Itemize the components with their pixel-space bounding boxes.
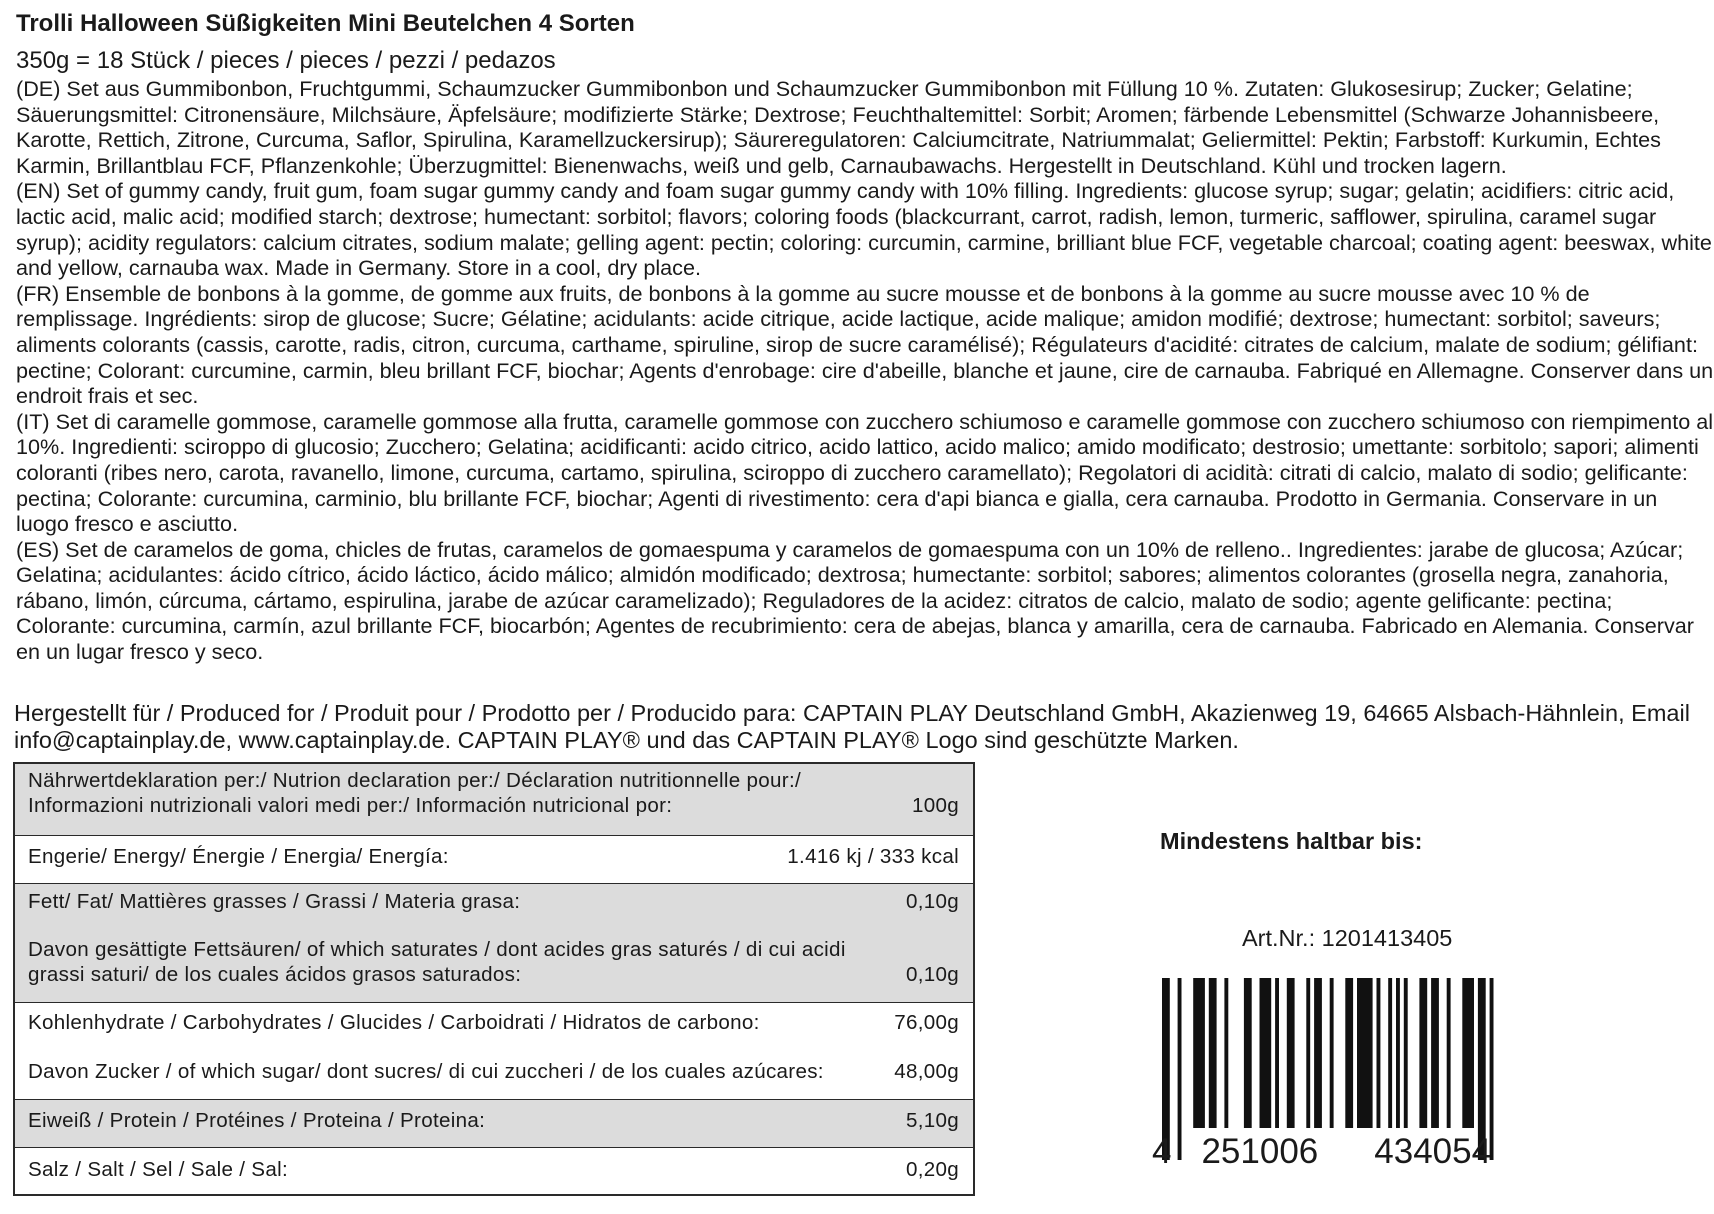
barcode-bar <box>1404 978 1408 1128</box>
package-contents: 350g = 18 Stück / pieces / pieces / pezzi / pedazos <box>16 47 556 74</box>
carbs-value: 76,00g <box>894 1011 959 1034</box>
barcode-bar <box>1275 978 1279 1128</box>
ingredients-es: (ES) Set de caramelos de goma, chicles de frutas, caramelos de gomaespuma y caramelos de gomaespuma con un 10% de relleno.. Ingredientes: jarabe de glucosa; Azúcar; Gelatina; acidulantes: ácido cítrico, ácido láctico, ácido málico; almidón modificado; dextrosa; humectante: sorbitol; sabores; alimentos colorantes (grosella negra, zanahoria, rábano, limón, cúrcuma, cártamo, espirulina, jarabe de azúcar caramelizado); Reguladores de la acidez: citratos de calcio, malato de sodio; agente gelificante: pectina; Colorante: curcumina, carmín, azul brillante FCF, biocarbón; Agentes de recubrimiento: cera de abejas, blanca y amarilla, cera de carnauba. Fabricado en Alemania. Conservar en un lugar fresco y seco. <box>16 536 1694 665</box>
best-before-label: Mindestens haltbar bis: <box>1160 828 1423 854</box>
energy-value: 1.416 kj / 333 kcal <box>787 845 959 868</box>
barcode-bar <box>1193 978 1205 1128</box>
sugar-value: 48,00g <box>894 1060 959 1083</box>
fat-row <box>15 884 973 1003</box>
barcode-bar <box>1260 978 1272 1128</box>
product-title: Trolli Halloween Süßigkeiten Mini Beutelchen 4 Sorten <box>16 10 635 37</box>
saturates-value: 0,10g <box>905 963 959 986</box>
fat-label: Fett/ Fat/ Mattières grasses / Grassi / Materia grasa: <box>28 890 521 913</box>
protein-value: 5,10g <box>905 1109 959 1132</box>
barcode-bar <box>1209 978 1217 1128</box>
carbs-label: Kohlenhydrate / Carbohydrates / Glucides / Carboidrati / Hidratos de carbono: <box>28 1011 760 1034</box>
barcode-bar <box>1447 978 1451 1128</box>
barcode-bar <box>1224 978 1228 1128</box>
ingredients-it: (IT) Set di caramelle gommose, caramelle gommose alla frutta, caramelle gommose con zucchero schiumoso e caramelle gommose con zucchero schiumoso con riempimento al 10%. Ingredienti: sciroppo di glucosio; Zucchero; Gelatina; acidificanti: acido citrico, acido lattico, acido malico; amido modificato; destrosio; umettante: sorbitolo; sapori; alimenti coloranti (ribes nero, carota, ravanello, limone, curcuma, cartamo, spirulina, sciroppo di zucchero caramellato); Regolatori di acidità: citrati di calcio, malato di sodio; gelificante: pectina; Colorante: curcumina, carminio, blu brillante FCF, biochar; Agenti di rivestimento: cera d'api bianca e gialla, cera carnauba. Prodotto in Germania. Conservare in un luogo fresco e asciutto. <box>16 408 1714 537</box>
barcode-bar <box>1462 978 1474 1128</box>
nutrition-header-value: 100g <box>911 794 959 817</box>
article-number: Art.Nr.: 1201413405 <box>1242 925 1453 951</box>
salt-label: Salz / Salt / Sel / Sale / Sal: <box>28 1158 288 1181</box>
salt-row <box>15 1148 973 1194</box>
saturates-label-line2: grassi saturi/ de los cuales ácidos grasos saturados: <box>28 963 522 986</box>
nutrition-header-row <box>15 764 973 836</box>
barcode-first-digit: 4 <box>1152 1132 1172 1171</box>
energy-row <box>15 836 973 884</box>
barcode-bar <box>1287 978 1295 1128</box>
barcode-bar <box>1314 978 1322 1128</box>
carbs-row <box>15 1003 973 1100</box>
salt-value: 0,20g <box>905 1158 959 1181</box>
nutrition-header-line2: Informazioni nutrizionali valori medi per:/ Información nutricional por: <box>28 794 673 817</box>
nutrition-table <box>13 762 975 1196</box>
ingredients-section <box>16 76 1714 665</box>
energy-label: Engerie/ Energy/ Énergie / Energia/ Energía: <box>28 845 449 868</box>
barcode-bar <box>1377 978 1381 1128</box>
barcode-bar <box>1419 978 1427 1128</box>
ingredients-de: (DE) Set aus Gummibonbon, Fruchtgummi, Schaumzucker Gummibonbon und Schaumzucker Gummibonbon mit Füllung 10 %. Zutaten: Glukosesirup; Zucker; Gelatine; Säuerungsmittel: Citronensäure, Milchsäure, Äpfelsäure; modifizierte Stärke; Dextrose; Feuchthaltemittel: Sorbit; Aromen; färbende Lebensmittel (Schwarze Johannisbeere, Karotte, Rettich, Zitrone, Curcuma, Saflor, Spirulina, Karamellzuckersirup); Säureregulatoren: Calciumcitrate, Natriummalat; Geliermittel: Pektin; Farbstoff: Kurkumin, Echtes Karmin, Brillantblau FCF, Pflanzenkohle; Überzugmittel: Bienenwachs, weiß und gelb, Carnaubawachs. Hergestellt in Deutschland. Kühl und trocken lagern. <box>16 76 1661 178</box>
barcode-right-digits: 434054 <box>1374 1132 1492 1171</box>
barcode-left-digits: 251006 <box>1201 1132 1319 1171</box>
barcode-bar <box>1396 978 1400 1128</box>
barcode-bar <box>1431 978 1439 1128</box>
barcode-bar <box>1357 978 1373 1128</box>
protein-row <box>15 1100 973 1148</box>
sugar-label: Davon Zucker / of which sugar/ dont sucres/ di cui zuccheri / de los cuales azúcares: <box>28 1060 824 1083</box>
barcode-bar <box>1388 978 1392 1128</box>
manufacturer-info: Hergestellt für / Produced for / Produit pour / Prodotto per / Producido para: CAPTAIN PLAY Deutschland GmbH, Akazienweg 19, 64665 Alsbach-Hähnlein, Email info@captainplay.de, www.captainplay.de. CAPTAIN PLAY® und das CAPTAIN PLAY® Logo sind geschützte Marken. <box>14 700 1690 753</box>
barcode-bar <box>1345 978 1353 1128</box>
fat-value: 0,10g <box>905 890 959 913</box>
nutrition-header-line1: Nährwertdeklaration per:/ Nutrion declaration per:/ Déclaration nutritionnelle pour:/ <box>28 769 801 792</box>
saturates-label-line1: Davon gesättigte Fettsäuren/ of which saturates / dont acides gras saturés / di cui acidi <box>28 938 846 961</box>
barcode-bar <box>1330 978 1334 1128</box>
barcode-bar <box>1306 978 1310 1128</box>
barcode-digits <box>1152 1132 1491 1172</box>
barcode-bar <box>1244 978 1252 1128</box>
ingredients-en: (EN) Set of gummy candy, fruit gum, foam sugar gummy candy and foam sugar gummy candy with 10% filling. Ingredients: glucose syrup; sugar; gelatin; acidifiers: citric acid, lactic acid, malic acid; modified starch; dextrose; humectant: sorbitol; flavors; coloring foods (blackcurrant, carrot, radish, lemon, turmeric, safflower, spirulina, caramel sugar syrup); acidity regulators: calcium citrates, sodium malate; gelling agent: pectin; coloring: curcumin, carmine, brilliant blue FCF, vegetable charcoal; coating agent: beeswax, white and yellow, carnauba wax. Made in Germany. Store in a cool, dry place. <box>16 178 1712 281</box>
ingredients-fr: (FR) Ensemble de bonbons à la gomme, de gomme aux fruits, de bonbons à la gomme au sucre mousse et de bonbons à la gomme au sucre mousse avec 10 % de remplissage. Ingrédients: sirop de glucose; Sucre; Gélatine; acidulants: acide citrique, acide lactique, acide malique; amidon modifié; dextrose; humectant: sorbitol; saveurs; aliments colorants (cassis, carotte, radis, citron, curcuma, carthame, spiruline, sirop de sucre caramélisé); Régulateurs d'acidité: citrates de calcium, malate de sodium; gélifiant: pectine; Colorant: curcumine, carmin, bleu brillant FCF, biochar; Agents d'enrobage: cire d'abeille, blanche et jaune, cire de carnauba. Fabriqué en Allemagne. Conserver dans un endroit frais et sec. <box>16 280 1714 409</box>
protein-label: Eiweiß / Protein / Protéines / Proteina / Proteina: <box>28 1109 486 1132</box>
